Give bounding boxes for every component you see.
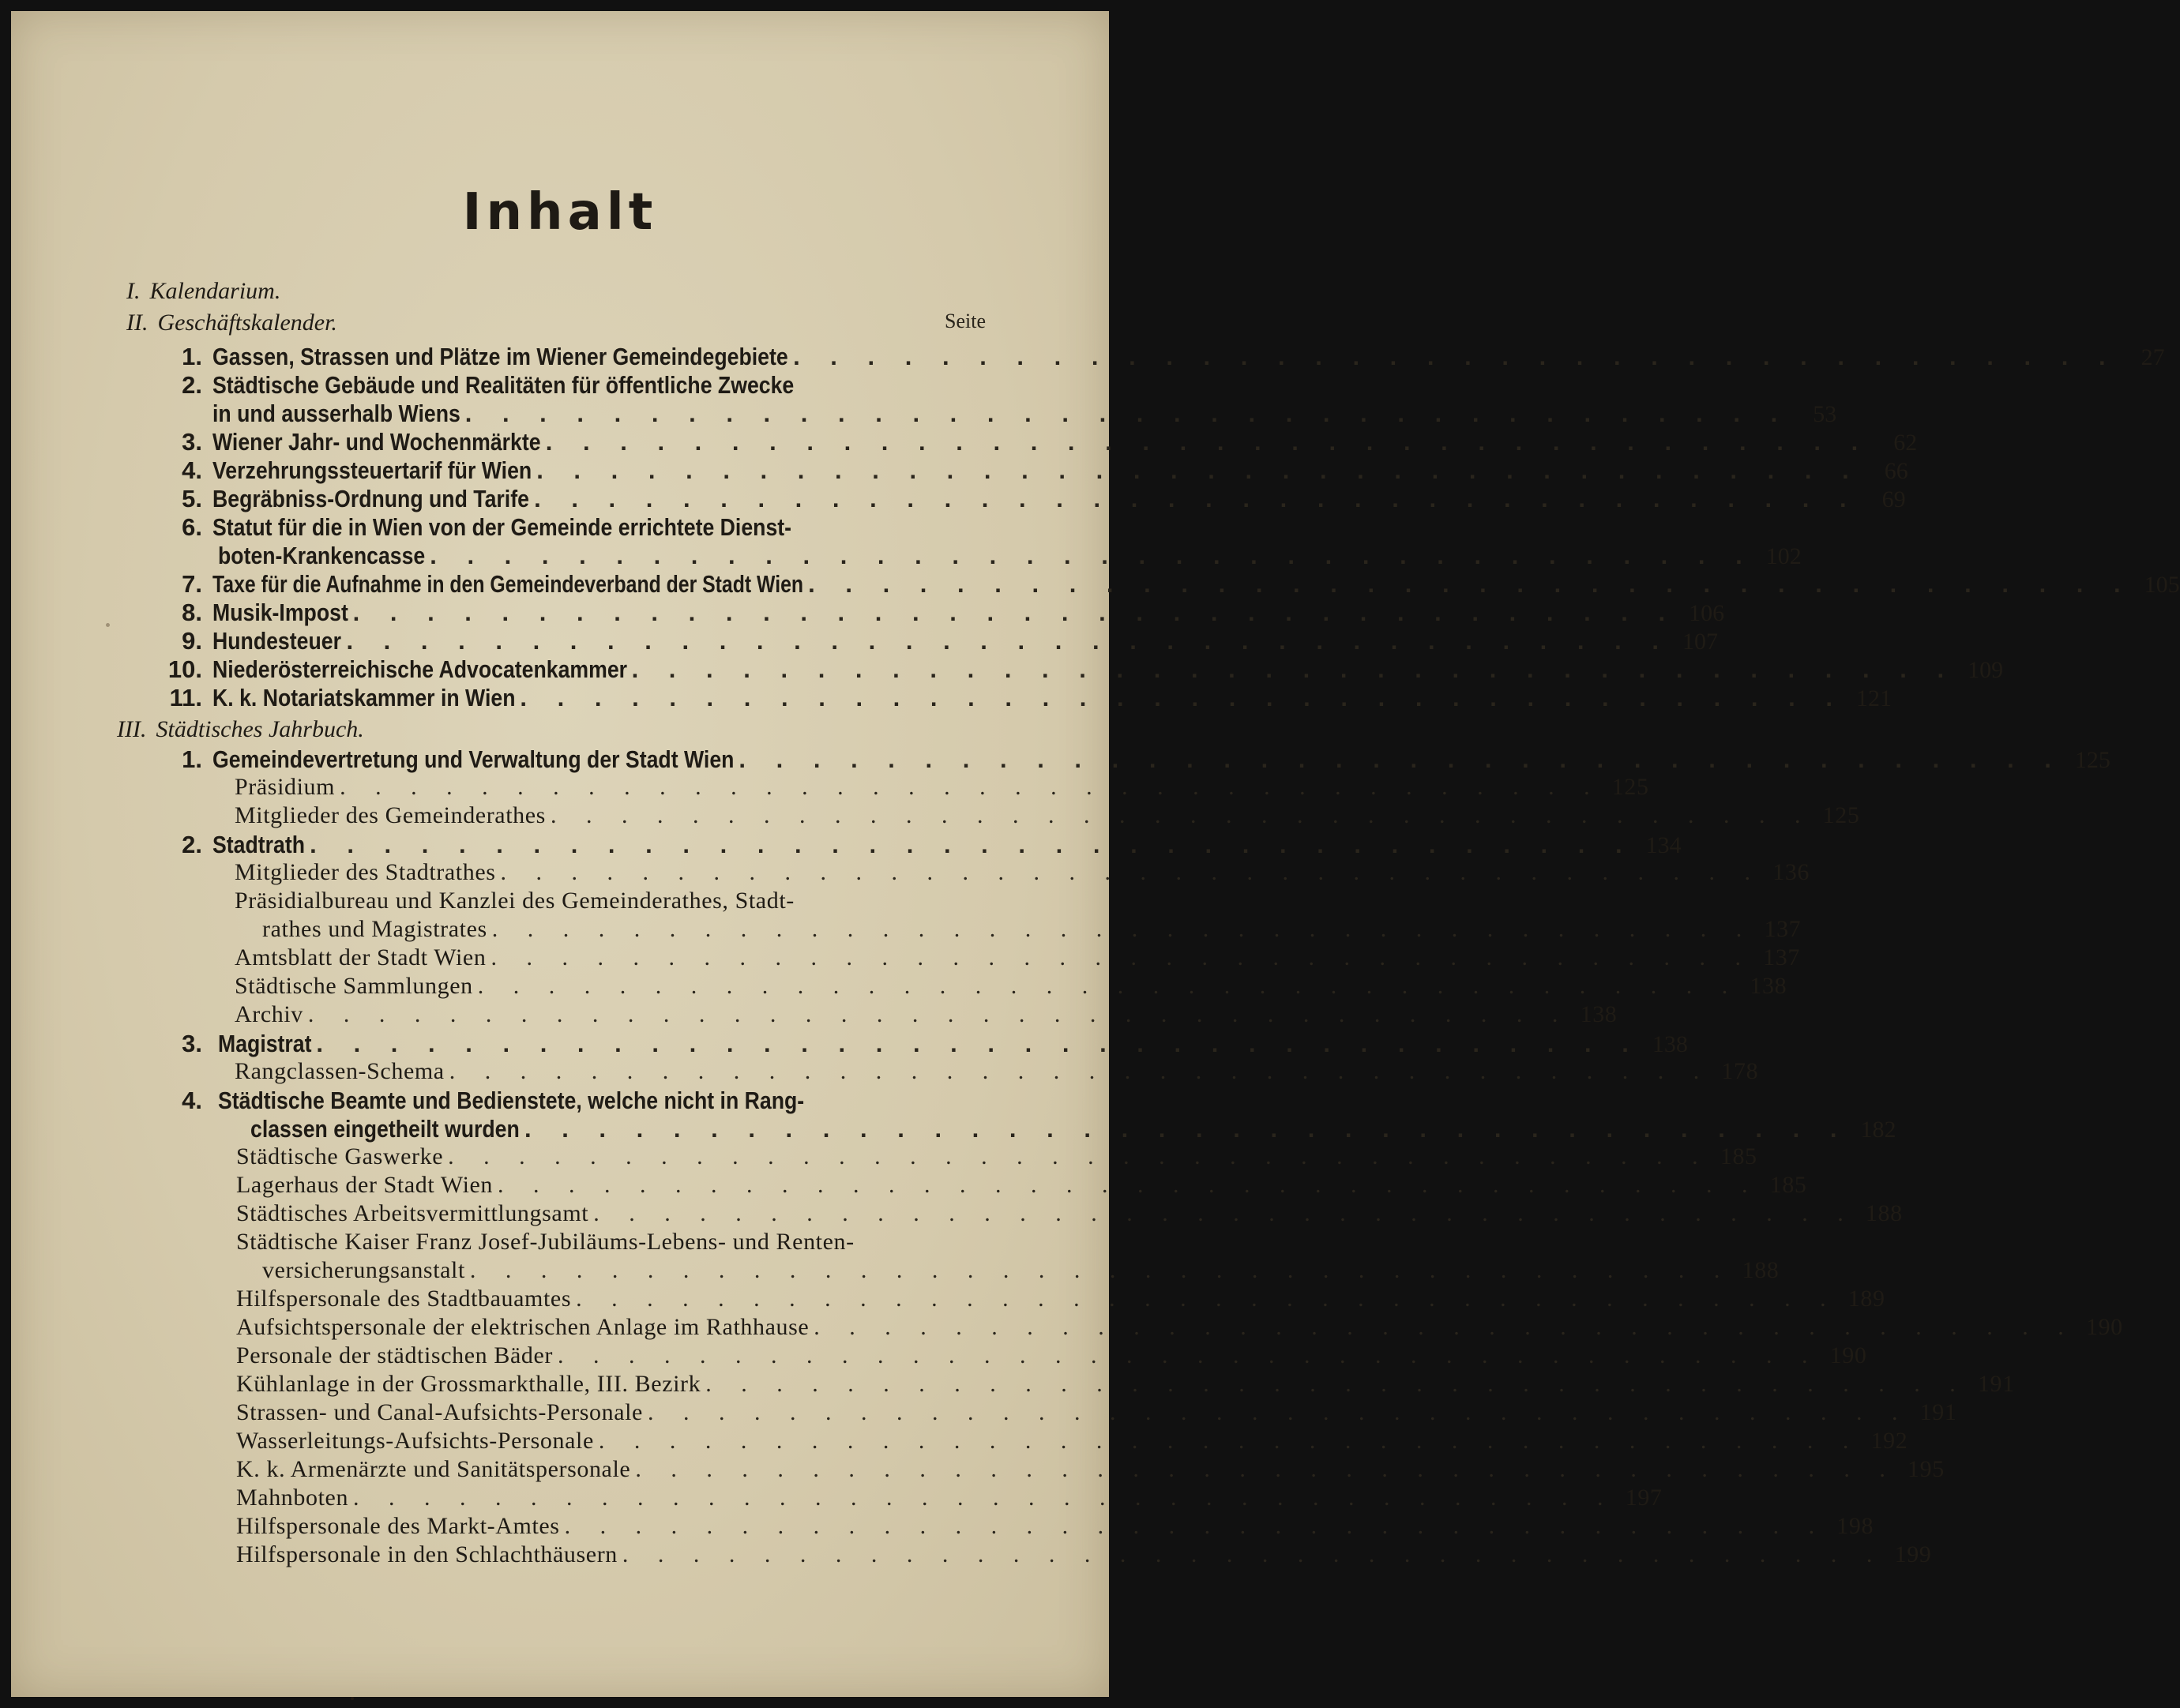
leader-dots: . . . . . . . . . . . . . . . . . . . . . . . . . . . . . . . . . . . . — [576, 1286, 1838, 1312]
entry-title: boten-Krankencasse — [218, 542, 426, 569]
page-number: 121 — [1855, 685, 1892, 711]
toc-entry — [11, 916, 1802, 946]
page-number: 185 — [1769, 1172, 1807, 1198]
toc-entry — [11, 1399, 1957, 1429]
entry-number: 6. — [182, 513, 202, 541]
toc-entry — [11, 1229, 1109, 1259]
toc-entry — [11, 400, 1837, 430]
entry-title: Hilfspersonale in den Schlachthäusern — [236, 1541, 618, 1567]
entry-number: 8. — [182, 599, 202, 626]
entry-number: 3. — [182, 428, 202, 456]
entry-title: Präsidium — [235, 774, 336, 800]
toc-entry — [11, 570, 2180, 600]
entry-title: Städtisches Arbeitsvermittlungsamt — [236, 1200, 589, 1226]
entry-title: Stadtrath — [212, 831, 306, 858]
paper-spot — [106, 623, 110, 627]
leader-dots: . . . . . . . . . . . . . . . . . . . . . . . . . . . . . . . . . . . . — [705, 1371, 1968, 1397]
toc-entry — [11, 1257, 1780, 1287]
toc-entry — [11, 1541, 1932, 1571]
leader-dots: . . . . . . . . . . . . . . . . . . . . . . . . . . . . . . . . . . . . — [550, 802, 1813, 828]
page-title: Inhalt — [462, 183, 658, 242]
toc-entry — [11, 1428, 1908, 1458]
page-number: 106 — [1689, 600, 1725, 626]
page-number: 188 — [1865, 1200, 1903, 1226]
entry-number: 1. — [182, 745, 202, 773]
entry-title: Mitglieder des Gemeinderathes — [235, 802, 546, 828]
entry-title: Archiv — [235, 1001, 303, 1027]
leader-dots: . . . . . . . . . . . . . . . . . . . . . . . . . . . . . . . . . . . . — [593, 1200, 1855, 1226]
leader-dots: . . . . . . . . . . . . . . . . . . . . . . . . . . . . . . . . . . . . — [536, 456, 1861, 484]
entry-number: 7. — [182, 570, 202, 598]
leader-dots: . . . . . . . . . . . . . . . . . . . . . . . . . . . . . . . . . . . . — [557, 1342, 1820, 1368]
entry-title: Rangclassen-Schema — [235, 1058, 445, 1084]
toc-entry — [11, 1115, 1896, 1145]
entry-title: K. k. Notariatskammer in Wien — [212, 684, 516, 711]
page-number: 191 — [1977, 1371, 2015, 1397]
leader-dots: . . . . . . . . . . . . . . . . . . . . . . . . . . . . . . . . . . . . — [524, 1115, 1849, 1143]
page-number: 69 — [1881, 486, 1906, 512]
page-number: 190 — [2085, 1314, 2123, 1340]
section-heading — [126, 278, 280, 308]
entry-title: K. k. Armenärzte und Sanitätspersonale — [236, 1456, 631, 1482]
entry-number: 9. — [182, 627, 202, 655]
entry-title: Hilfspersonale des Markt-Amtes — [236, 1513, 560, 1539]
page-number: 66 — [1884, 458, 1908, 484]
entry-title: Amtsblatt der Stadt Wien — [235, 944, 487, 970]
entry-title: Begräbniss-Ordnung und Tarife — [212, 485, 529, 512]
leader-dots: . . . . . . . . . . . . . . . . . . . . . . . . . . . . . . . . . . . . — [647, 1399, 1910, 1425]
entry-title: Statut für die in Wien von der Gemeinde errichtete Dienst- — [212, 513, 792, 541]
page-number: 137 — [1763, 944, 1800, 970]
leader-dots: . . . . . . . . . . . . . . . . . . . . . . . . . . . . . . . . . . . . — [564, 1513, 1827, 1539]
leader-dots: . . . . . . . . . . . . . . . . . . . . . . . . . . . . . . . . . . . . — [498, 1172, 1760, 1198]
entry-title: Städtische Gebäude und Realitäten für öffentliche Zwecke — [212, 371, 795, 399]
entry-title: Wasserleitungs-Aufsichts-Personale — [236, 1428, 594, 1454]
page-number: 125 — [1822, 802, 1860, 828]
entry-number: 3. — [182, 1030, 202, 1057]
leader-dots: . . . . . . . . . . . . . . . . . . . . . . . . . . . . . . . . . . . . — [477, 973, 1740, 999]
page-number: 107 — [1682, 629, 1718, 655]
page-number: 190 — [1829, 1342, 1867, 1368]
entry-title: Präsidialbureau und Kanzlei des Gemeinderathes, Stadt- — [235, 888, 795, 914]
entry-number: 4. — [182, 1087, 202, 1114]
page-number: 53 — [1813, 401, 1837, 427]
page-number: 125 — [2074, 747, 2110, 773]
entry-title: Gemeindevertretung und Verwaltung der Stadt Wien — [212, 745, 735, 773]
page-number: 138 — [1750, 973, 1787, 999]
leader-dots: . . . . . . . . . . . . . . . . . . . . . . . . . . . . . . . . . . . . — [352, 599, 1678, 626]
entry-title: Hundesteuer — [212, 627, 341, 655]
entry-number: 2. — [182, 831, 202, 858]
leader-dots: . . . . . . . . . . . . . . . . . . . . . . . . . . . . . . . . . . . . — [430, 542, 1754, 569]
entry-title: Kühlanlage in der Grossmarkthalle, III. Bezirk — [236, 1371, 701, 1397]
leader-dots: . . . . . . . . . . . . . . . . . . . . . . . . . . . . . . . . . . . . — [340, 774, 1602, 800]
page-number: 125 — [1611, 774, 1649, 800]
toc-entry — [11, 1485, 1663, 1515]
entry-title: in und ausserhalb Wiens — [212, 400, 460, 427]
toc-entry — [11, 1030, 1688, 1060]
toc-entry — [11, 831, 1682, 861]
page-number: 136 — [1772, 859, 1810, 885]
section-title: Städtisches Jahrbuch. — [156, 716, 364, 742]
leader-dots: . . . . . . . . . . . . . . . . . . . . . . . . . . . . . . . . . . . . — [490, 944, 1753, 970]
entry-title: Städtische Sammlungen — [235, 973, 473, 999]
section-title: Kalendarium. — [149, 278, 281, 304]
leader-dots: . . . . . . . . . . . . . . . . . . . . . . . . . . . . . . . . . . . . — [449, 1058, 1712, 1084]
entry-title: Verzehrungssteuertarif für Wien — [212, 456, 532, 484]
entry-title: versicherungsanstalt — [262, 1257, 465, 1283]
page-number: 192 — [1870, 1428, 1908, 1454]
toc-entry — [11, 655, 2004, 685]
leader-dots: . . . . . . . . . . . . . . . . . . . . . . . . . . . . . . . . . . . . — [500, 859, 1763, 885]
leader-dots: . . . . . . . . . . . . . . . . . . . . . . . . . . . . . . . . . . . . — [622, 1541, 1885, 1567]
entry-title: Personale der städtischen Bäder — [236, 1342, 553, 1368]
toc-entry — [11, 343, 2165, 373]
entry-number: 5. — [182, 485, 202, 512]
page — [11, 11, 2180, 1697]
entry-title: Städtische Beamte und Bedienstete, welche nicht in Rang- — [218, 1087, 805, 1114]
toc-entry — [11, 1087, 1109, 1117]
leader-dots: . . . . . . . . . . . . . . . . . . . . . . . . . . . . . . . . . . . . — [635, 1456, 1897, 1482]
toc-entry — [11, 456, 1908, 486]
toc-entry — [11, 888, 1109, 918]
leader-dots: . . . . . . . . . . . . . . . . . . . . . . . . . . . . . . . . . . . . — [464, 400, 1790, 427]
leader-dots: . . . . . . . . . . . . . . . . . . . . . . . . . . . . . . . . . . . . — [307, 1001, 1570, 1027]
leader-dots: . . . . . . . . . . . . . . . . . . . . . . . . . . . . . . . . . . . . — [545, 428, 1870, 456]
leader-dots: . . . . . . . . . . . . . . . . . . . . . . . . . . . . . . . . . . . . — [631, 655, 1956, 683]
toc-entry — [11, 513, 1109, 543]
page-number: 134 — [1645, 832, 1682, 858]
page-number: 197 — [1625, 1485, 1663, 1511]
section-number: III. — [117, 716, 147, 742]
entry-title: Musik-Impost — [212, 599, 348, 626]
entry-number: 4. — [182, 456, 202, 484]
page-number: 189 — [1847, 1286, 1885, 1312]
entry-title: Magistrat — [218, 1030, 312, 1057]
entry-number: 2. — [182, 371, 202, 399]
entry-title: Strassen- und Canal-Aufsichts-Personale — [236, 1399, 643, 1425]
toc-entry — [11, 1342, 1867, 1372]
page-number: 198 — [1836, 1513, 1874, 1539]
entry-title: Mahnboten — [236, 1485, 349, 1511]
entry-number: 11. — [169, 684, 202, 711]
toc-entry — [11, 1371, 2015, 1401]
toc-entry — [11, 1143, 1757, 1173]
leader-dots: . . . . . . . . . . . . . . . . . . . . . . . . . . . . . . . . . . . . — [310, 831, 1634, 858]
entry-title: Gassen, Strassen und Plätze im Wiener Gemeindegebiete — [212, 343, 788, 370]
entry-number: 10. — [167, 655, 202, 683]
section-heading — [117, 716, 364, 746]
entry-title: Aufsichtspersonale der elektrischen Anlage im Rathhause — [236, 1314, 810, 1340]
page-number: 138 — [1652, 1031, 1688, 1057]
leader-dots: . . . . . . . . . . . . . . . . . . . . . . . . . . . . . . . . . . . . — [598, 1428, 1861, 1454]
section-number: II. — [126, 310, 148, 336]
page-number: 102 — [1765, 543, 1802, 569]
section-title: Geschäftskalender. — [157, 310, 337, 336]
section-number: I. — [126, 278, 141, 304]
section-heading — [126, 310, 337, 340]
toc-entry — [11, 1286, 1885, 1316]
leader-dots: . . . . . . . . . . . . . . . . . . . . . . . . . . . . . . . . . . . . — [814, 1314, 2076, 1340]
entry-title: Städtische Gaswerke — [236, 1143, 444, 1169]
leader-dots: . . . . . . . . . . . . . . . . . . . . . . . . . . . . . . . . . . . . — [346, 627, 1671, 655]
page-number: 138 — [1580, 1001, 1618, 1027]
page-number: 105 — [2144, 572, 2180, 598]
entry-title: Lagerhaus der Stadt Wien — [236, 1172, 494, 1198]
toc-entry — [11, 802, 1860, 832]
leader-dots: . . . . . . . . . . . . . . . . . . . . . . . . . . . . . . . . . . . . — [793, 343, 2118, 370]
page-number: 191 — [1919, 1399, 1957, 1425]
page-number: 199 — [1894, 1541, 1932, 1567]
toc-entry — [11, 1058, 1759, 1088]
page-number: 185 — [1720, 1143, 1757, 1169]
entry-title: Mitglieder des Stadtrathes — [235, 859, 496, 885]
leader-dots: . . . . . . . . . . . . . . . . . . . . . . . . . . . . . . . . . . . . — [469, 1257, 1732, 1283]
page-number: 109 — [1968, 657, 2004, 683]
toc-entry — [11, 371, 1109, 401]
page-column-label: Seite — [945, 310, 986, 332]
toc-entry — [11, 599, 1725, 629]
toc-entry — [11, 428, 1918, 458]
toc-entry — [11, 859, 1810, 889]
page-number: 195 — [1908, 1456, 1945, 1482]
toc-entry — [11, 1172, 1807, 1202]
page-number: 62 — [1893, 430, 1918, 456]
toc-entry — [11, 542, 1802, 572]
page-number: 178 — [1721, 1058, 1759, 1084]
leader-dots: . . . . . . . . . . . . . . . . . . . . . . . . . . . . . . . . . . . . — [534, 485, 1859, 512]
toc-entry — [11, 1001, 1618, 1031]
toc-entry — [11, 627, 1718, 657]
paper-spot — [351, 1697, 354, 1700]
entry-title: Hilfspersonale des Stadtbauamtes — [236, 1286, 572, 1312]
entry-title: Wiener Jahr- und Wochenmärkte — [212, 428, 541, 456]
toc-entry — [11, 1200, 1903, 1230]
entry-title: Taxe für die Aufnahme in den Gemeindeverband der Stadt Wien — [212, 570, 804, 598]
leader-dots: . . . . . . . . . . . . . . . . . . . . . . . . . . . . . . . . . . . . — [316, 1030, 1641, 1057]
leader-dots: . . . . . . . . . . . . . . . . . . . . . . . . . . . . . . . . . . . . — [353, 1485, 1615, 1511]
toc-entry — [11, 684, 1892, 714]
toc-entry — [11, 485, 1906, 515]
entry-title: Städtische Kaiser Franz Josef-Jubiläums-Lebens- und Renten- — [236, 1229, 855, 1255]
toc-entry — [11, 745, 2110, 775]
toc-entry — [11, 944, 1800, 974]
toc-entry — [11, 774, 1649, 804]
toc-entry — [11, 1456, 1945, 1486]
leader-dots: . . . . . . . . . . . . . . . . . . . . . . . . . . . . . . . . . . . . — [520, 684, 1844, 711]
toc-entry — [11, 973, 1787, 1003]
toc-entry — [11, 1314, 2123, 1344]
leader-dots: . . . . . . . . . . . . . . . . . . . . . . . . . . . . . . . . . . . . — [808, 570, 2133, 598]
page-number: 27 — [2141, 344, 2165, 370]
table-of-contents — [11, 11, 2180, 1697]
page-number: 182 — [1860, 1117, 1896, 1143]
leader-dots: . . . . . . . . . . . . . . . . . . . . . . . . . . . . . . . . . . . . — [739, 745, 2063, 773]
page-number: 188 — [1742, 1257, 1780, 1283]
entry-title: classen eingetheilt wurden — [250, 1115, 520, 1143]
entry-title: rathes und Magistrates — [262, 916, 487, 942]
entry-number: 1. — [182, 343, 202, 370]
leader-dots: . . . . . . . . . . . . . . . . . . . . . . . . . . . . . . . . . . . . — [491, 916, 1754, 942]
leader-dots: . . . . . . . . . . . . . . . . . . . . . . . . . . . . . . . . . . . . — [448, 1143, 1710, 1169]
entry-title: Niederösterreichische Advocatenkammer — [212, 655, 628, 683]
page-number: 137 — [1764, 916, 1802, 942]
toc-entry — [11, 1513, 1874, 1543]
